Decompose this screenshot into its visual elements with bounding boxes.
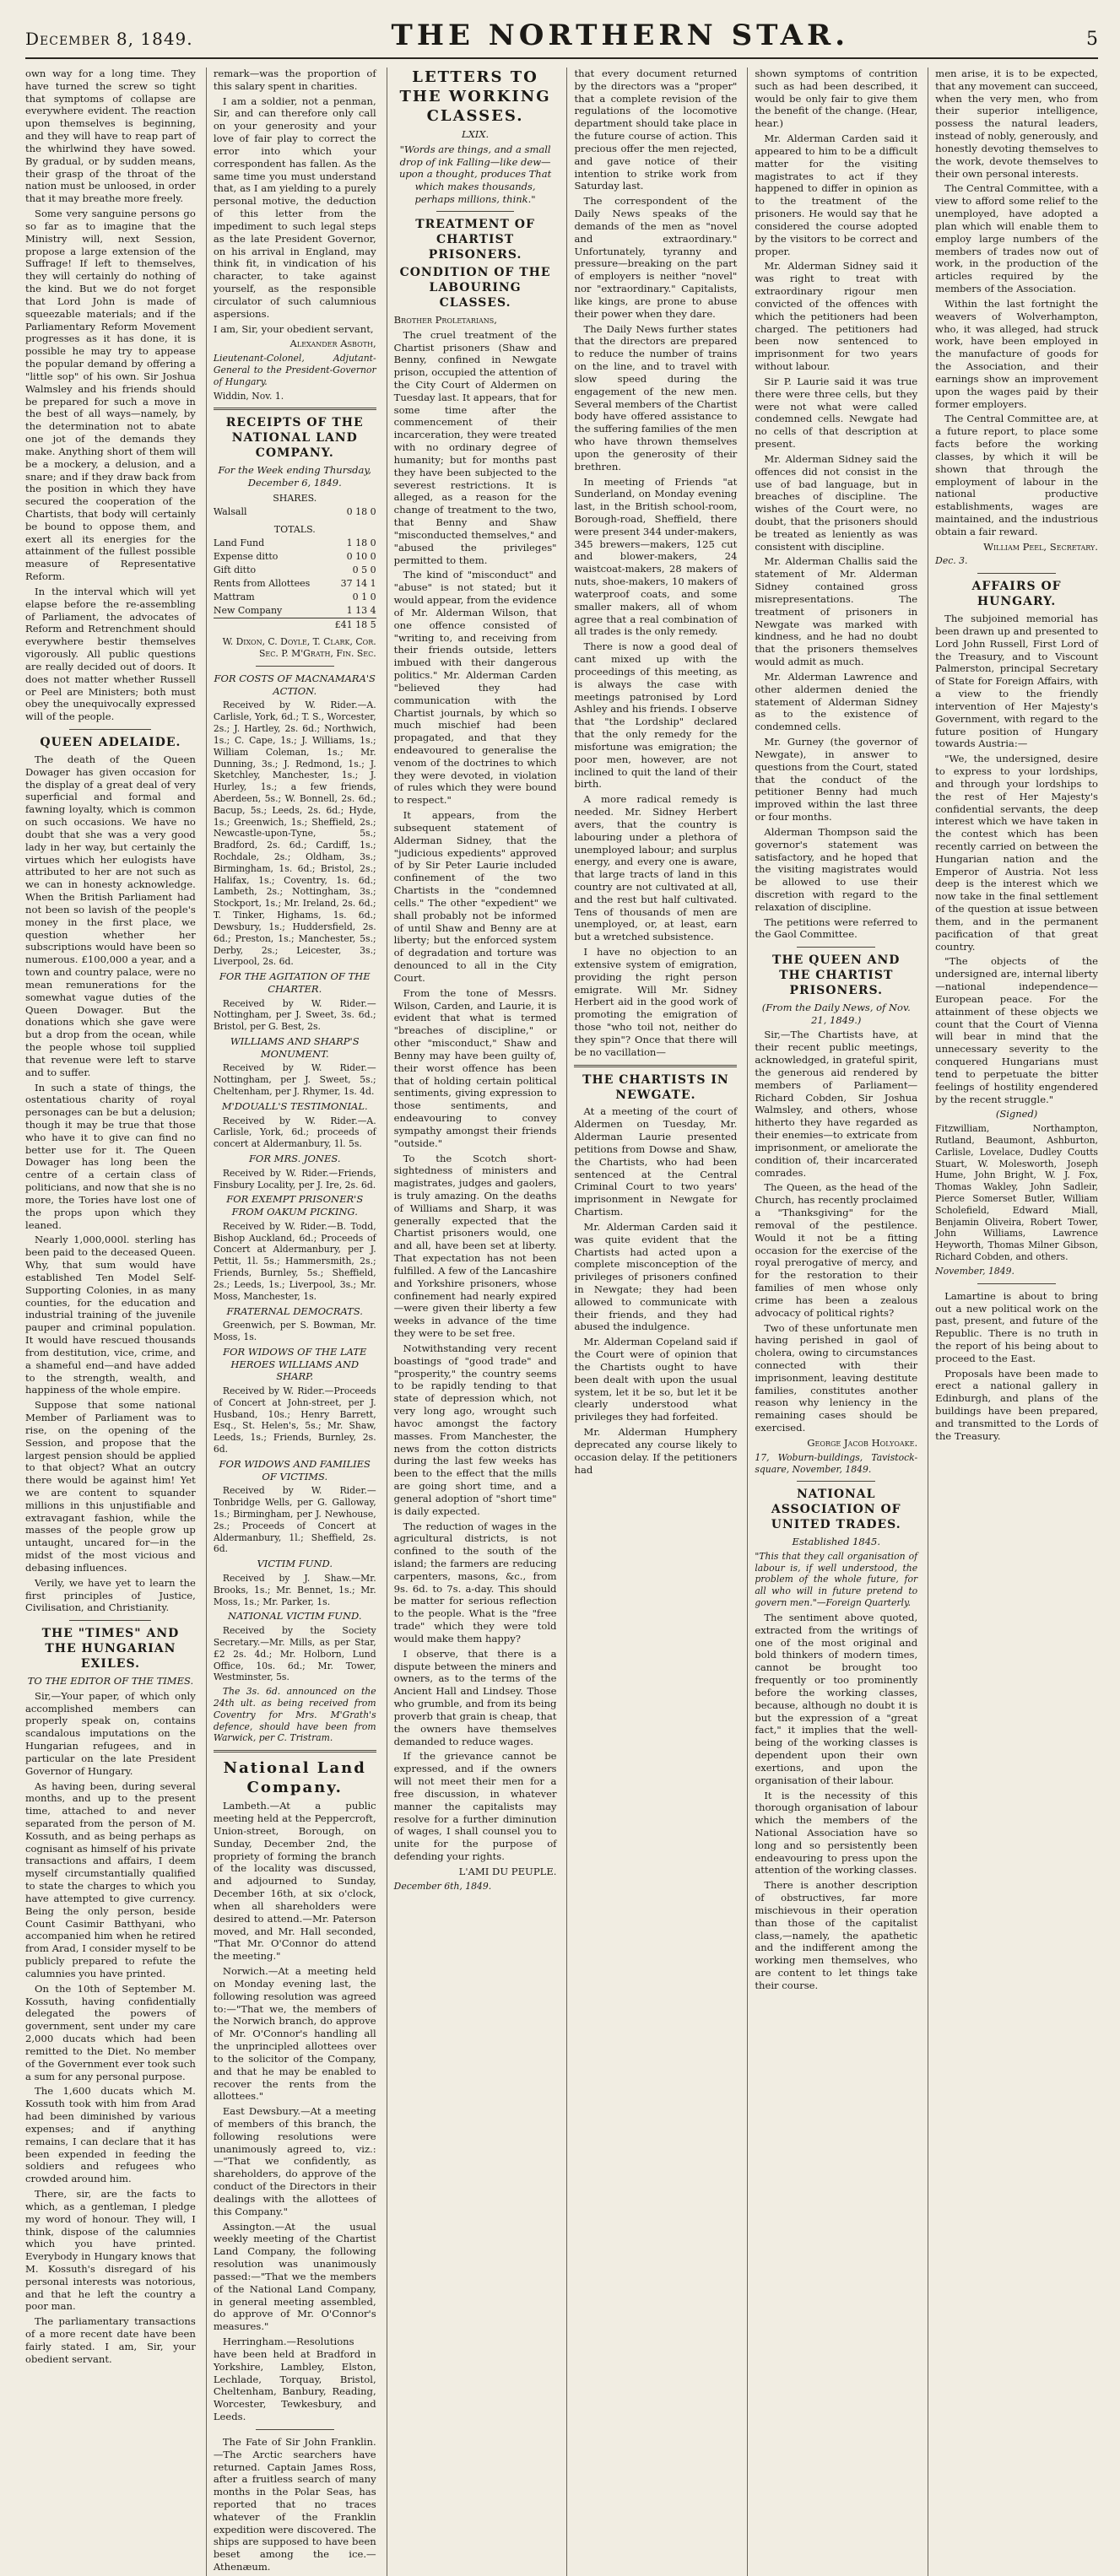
table-cell: 0 18 0 [346,505,376,517]
paragraph: I am a soldier, not a penman, Sir, and can therefore only call on your generosity and your love of fair play to correct the error into which your correspondent has fallen. As the same time you must understand that, as I am yielding to a purely personal motive, the deduction of this letter from the impediment to such legal steps as the late President Governor, on his arrival in England, may think fit, in vindication of his character, to take against yourself, as the responsible circulator of such calumnious aspersions. [213,95,376,320]
paragraph: On the 10th of September M. Kossuth, having confidentially delegated the powers of government, sent under my care 2,000 ducats which had been remitted to the Diet. No member of the Government ever took such a sum for any personal purpose. [25,1982,196,2082]
paragraph: From the tone of Messrs. Wilson, Carden, and Laurie, it is evident that what is termed "breaches of discipline," or other "misconduct," Shaw and Benny may have been guilty of, their worst offence has been that of holding certain political sentiments, giving expression to those sentiments, and endeavouring to convey sympathy amongst their friends "outside." [393,986,557,1149]
column-2 [206,68,376,2576]
paragraph: In meeting of Friends "at Sunderland, on Monday evening last, in the British school-room, Borough-road, Sheffield, there were present 344 under-makers, 345 brewers—makers, 125 cut and blower-makers, 24 waistcoat-makers, 28 makers of nuts, shoe-makers, 10 makers of waterproof coats, and some smaller makers, all of whom agree that a real combination of all trades is the only remedy. [574,475,738,638]
place-date: Widdin, Nov. 1. [213,390,284,402]
paragraph: Received by J. Shaw.—Mr. Brooks, 1s.; Mr. Bennet, 1s.; Mr. Moss, 1s.; Mr. Parker, 1s. [213,1572,376,1607]
signature: William Peel, Secretary. [983,540,1098,553]
paragraph: Within the last fortnight the weavers of Wolverhampton, who, it was alleged, had struck work, have been employed in the manufacture of goods for the Association, and their earnings show an improvement upon the wages paid by their former employers. [935,297,1098,410]
paragraph: Received by the Society Secretary.—Mr. Mills, as per Star, £2 2s. 4d.; Mr. Holborn, Lund Office, 10s. 6d.; Mr. Tower, Westminster, 5s. [213,1625,376,1683]
table-row [214,604,376,618]
paragraph: East Dewsbury.—At a meeting of members of this branch, the following resolutions were unanimously agreed to, viz.:—"That we confidently, as shareholders, do approve of the conduct of the Directors in their dealings with the allottees of this Company." [213,2105,376,2217]
paragraph: that every document returned by the directors was a "proper" that a complete revision of the regulations of the locomotive department should take place in the future course of action. This precious offer the men rejected, and gave notice of their intention to strike work from Saturday last. [574,68,738,192]
paragraph: Assington.—At the usual weekly meeting of the Chartist Land Company, the following resolution was unanimously passed:—"That we the members of the National Land Company, in general meeting assembled, do approve of Mr. O'Connor's measures." [213,2220,376,2333]
issue-date: December 8, 1849. [25,29,193,49]
article-columns [25,68,1098,2576]
paragraph: Received by W. Rider.—Tonbridge Wells, per G. Galloway, 1s.; Birmingham, per J. Newhouse, 2s.; Proceeds of Concert at Aldermanbury, 1l.; Sheffield, 2s. 6d. [213,1485,376,1555]
paragraph: Proposals have been made to erect a national gallery in Edinburgh, and plans of the buildings have been prepared, and transmitted to the Lords of the Treasury. [935,1367,1098,1442]
table-cell: 0 1 0 [352,591,376,603]
paragraph: shown symptoms of contrition such as had been described, it would be only fair to give them the benefit of the change. (Hear, hear.) [755,68,918,130]
subhead: FOR WIDOWS OF THE LATE HEROES WILLIAMS AND SHARP. [223,1345,367,1383]
paragraph: Received by W. Rider.—B. Todd, Bishop Auckland, 6d.; Proceeds of Concert at Aldermanbury, per J. Pettit, 1l. 5s.; Hammersmith, 2s.; Friends, Burnley, 5s.; Sheffield, 2s.; Leeds, 1s.; Liverpool, 3s.; Mr. Moss, Manchester, 1s. [213,1220,376,1302]
paragraph: Received by W. Rider.—Proceeds of Concert at John-street, per J. Husband, 10s.; Henry Barrett, Esq., St. Helen's, 5s.; Mr. Shaw, Leeds, 1s.; Friends, Burnley, 2s. 6d. [213,1385,376,1455]
headline-letters: LETTERS TO THE WORKING CLASSES. [399,68,551,126]
paragraph: Notwithstanding very recent boastings of "good trade" and "prosperity," the country seems to be rapidly tending to that state of depression which, not very long ago, wrought such havoc amongst the factory masses. From Manchester, the news from the cotton districts during the last few weeks has been to the effect that the mills are going short time, and a general adoption of "short time" is daily expected. [393,1342,557,1517]
masthead [25,19,1098,59]
paragraph: Sir,—Your paper, of which only accomplished members can properly speak on, contains scandalous imputations on the Hungarian refugees, and in particular on the late President Governor of Hungary. [25,1689,196,1777]
table-cell: Rents from Allottees [213,578,311,590]
table-cell: 1 18 0 [346,537,376,548]
subhead: VICTIM FUND. [257,1558,333,1570]
table-row [214,591,376,604]
paragraph: Mr. Alderman Humphery deprecated any course likely to occasion delay. If the petitioners had [574,1426,738,1476]
paragraph: The parliamentary transactions of a more recent date have been fairly stated. I am, Sir, your obedient servant. [25,2315,196,2365]
paragraph: men arise, it is to be expected, that any movement can succeed, when the very men, who from their superior intelligence, possess the natural leaders, instead of nobly, generously, and honestly devoting themselves to the work, devote themselves to their own personal interests. [935,68,1098,180]
paragraph: Verily, we have yet to learn the first principles of Justice, Civilisation, and Christianity. [25,1576,196,1614]
paragraph: Mr. Alderman Carden said it appeared to him to be a difficult matter for the visiting magistrates to act if they happened to differ in opinion as to the treatment of the prisoners. He would say that he considered the course adopted by the visitors to be correct and proper. [755,132,918,257]
column-5 [747,68,917,2576]
paragraph: It is the necessity of this thorough organisation of labour which the members of the National Association have so long and so persistently been endeavouring to press upon the attention of the working classes. [755,1789,918,1877]
totals-heading: TOTALS. [273,523,316,535]
paragraph: There, sir, are the facts to which, as a gentleman, I pledge my word of honour. They will, I think, dispose of the calumnies which you have printed. Everybody in Hungary knows that M. Kossuth's disregard of his personal interests was notorious, and that he left the country a poor man. [25,2188,196,2313]
divider [69,729,151,730]
paragraph: Received by W. Rider.—Nottingham, per J. Sweet, 5s.; Cheltenham, per J. Rhymer, 1s. 4d. [213,1062,376,1098]
paragraph: Nearly 1,000,000l. sterling has been paid to the deceased Queen. Why, that sum would have established Ten Model Self-Supporting Colonies, in as many counties, for the education and industrial training of the juvenile pauper and criminal population. It would have rescued thousands from destitution, vice, crime, and a shameful end—and have added to the strength, wealth, and happiness of the whole empire. [25,1234,196,1396]
officers: W. Dixon, C. Doyle, T. Clark, Cor. Sec. P. M'Grath, Fin. Sec. [222,636,376,660]
paragraph: Suppose that some national Member of Parliament was to rise, on the opening of the Session, and propose that the largest pension should be applied to that object? What an outcry there would be against him! Yet we are content to squander millions in this unjustifiable and extravagant fashion, while the masses of the people grow up untaught, uncared for—in the midst of the most vicious and debasing influences. [25,1399,196,1574]
paragraph: Mr. Alderman Carden said it was quite evident that the Chartists had acted upon a complete misconception of the privileges of prisoners confined in Newgate; they had been allowed to communicate with their friends, and they had abused the indulgence. [574,1220,738,1333]
totals-sum: £41 18 5 [327,618,376,633]
paragraph: The cruel treatment of the Chartist prisoners (Shaw and Benny, confined in Newgate prison, occupied the attention of the City Court of Aldermen on Tuesday last. It appears, that for some time after the commencement of their incarceration, they were treated with no ordinary degree of humanity; but for months past they have been subjected to the severest restrictions. It is alleged, as a reason for the change of treatment to the two, that Benny and Shaw "misconducted themselves," and "abused the privileges" permitted to them. [393,328,557,566]
subhead: M'DOUALL'S TESTIMONIAL. [221,1099,368,1112]
totals-table [214,523,376,633]
paragraph: Received by W. Rider.—Friends, Finsbury Locality, per J. Ire, 2s. 6d. [213,1167,376,1191]
table-row [214,505,376,519]
paragraph: The Daily News further states that the directors are prepared to reduce the number of trains on the line, and to travel with slow speed during the engagement of the new men. Several members of the Chartist body have offered assistance to the suffering families of the men who have thrown themselves upon the generosity of their brethren. [574,322,738,473]
note: The 3s. 6d. announced on the 24th ult. as being received from Coventry for Mrs. M'Grath's defence, should have been from Warwick, per C. Tristram. [213,1686,376,1744]
newspaper-title: THE NORTHERN STAR. [391,19,850,52]
headline-condition: CONDITION OF THE LABOURING CLASSES. [399,266,551,310]
paragraph: Mr. Alderman Copeland said if the Court were of opinion that the Chartists ought to have been dealt with upon the usual system, let it be so, but let it be clearly understood what privileges they had forfeited. [574,1336,738,1423]
shares-heading: SHARES. [273,492,317,504]
paragraph: "The objects of the undersigned are, internal liberty—national independence—European peace. For the attainment of these objects we count that the Court of Vienna will bear in mind that the unnecessary severity to the conquered Hungarians must tend to perpetuate the bitter feelings of hostility engendered by the recent struggle." [935,955,1098,1105]
paragraph: Mr. Alderman Challis said the statement of Mr. Alderman Sidney contained gross misrepresentations. The treatment of prisoners in Newgate was marked with kindness, and he had no doubt that the prisoners themselves would admit as much. [755,555,918,668]
table-cell: 37 14 1 [340,578,376,590]
address: 17, Woburn-buildings, Tavistock-square, November, 1849. [755,1451,918,1475]
subhead: WILLIAMS AND SHARP'S MONUMENT. [230,1035,360,1060]
paragraph: The Queen, as the head of the Church, has recently proclaimed a "Thanksgiving" for the removal of the pestilence. Would it not be a fitting occasion for the exercise of the royal prerogative of mercy, and for the restoration to their families of men whose only crime has been a zealous advocacy of political rights? [755,1181,918,1319]
paragraph: The sentiment above quoted, extracted from the writings of one of the most original and bold thinkers of modern times, cannot be brought too frequently or too prominently before the working classes, because, although no doubt it is but the expression of a "great fact," it implies that the well-being of the working classes is dependent upon their own exertions, and upon the organisation of their labour. [755,1611,918,1786]
signature: Alexander Asboth, [289,338,376,350]
divider [436,211,515,212]
headline-national-association: NATIONAL ASSOCIATION OF UNITED TRADES. [771,1488,901,1532]
divider [69,1620,151,1621]
table-cell: Walsall [213,505,247,517]
column-4 [566,68,737,2576]
established-line: Established 1845. [792,1536,881,1548]
headline-affairs-hungary: AFFAIRS OF HUNGARY. [971,580,1062,609]
source-line: (From the Daily News, of Nov. 21, 1849.) [761,1002,911,1026]
paragraph: If the grievance cannot be expressed, and if the owners will not meet their men for a free discussion, in whatever manner the capitalists may resolve for a further diminution of wages, I shall counsel you to unite for the purpose of defending your rights. [393,1750,557,1863]
divider [574,1065,737,1067]
paragraph: The death of the Queen Dowager has given occasion for the display of a great deal of very superficial and formal and fawning loyalty, which is common on such occasions. We have no doubt that she was a very good lady in her way, but certainly the virtues which her eulogists have attributed to her are not such as we can in honesty acknowledge. When the British Parliament had not been so lavish of the people's money in the first place, we question whether her subscriptions would have been so numerous. £100,000 a year, and a town and country palace, were no mean remunerations for the somewhat vague duties of the Queen Dowager. But the donations which she gave were but a drop from the ocean, while the people whose toil supplied that revenue were left to starve and to suffer. [25,753,196,1078]
table-row [214,577,376,591]
paragraph: Some very sanguine persons go so far as to imagine that the Ministry will, next Session, propose a large extension of the Suffrage! If left to themselves, they will certainly do nothing of the kind. But we do not forget that Lord John is made of squeezable materials; and if the Parliamentary Reform Movement progresses as it has done, it is possible he may try to appease the popular demand by offering a "little sop" of his own. Sir Joshua Walmsley and his friends should be prepared for such a move in the best of all ways—namely, by the determination not to abate one jot of the demands they make. Anything short of them will be a mockery, a delusion, and a snare; and if they draw back from the position in which they have secured the cooperation of the Chartists, that body will certainly be bound to oppose them, and exert all its energies for the attainment of the fullest possible measure of Representative Reform. [25,208,196,583]
paragraph: There is another description of obstructives, far more mischievous in their operation than those of the capitalist class,—namely, the apathetic and the indifferent among the working men themselves, who are content to let things take their course. [755,1879,918,1991]
column-3 [387,68,557,2576]
paragraph: The petitions were referred to the Gaol Committee. [755,915,918,941]
motto: "This that they call organisation of labour is, if well understood, the problem of the whole future, for all who will in future pretend to govern men."—Foreign Quarterly. [755,1550,918,1609]
paragraph: In such a state of things, the ostentatious charity of royal personages can be but a delusion; though it may be true that those who have it to give can find no better use for it. The Queen Dowager has long been the centre of a certain class of politicians, and now that she is no more, the Tories have lost one of the props upon which they leaned. [25,1081,196,1231]
paragraph: Lambeth.—At a public meeting held at the Peppercroft, Union-street, Borough, on Sunday, December 2nd, the propriety of forming the branch of the locality was discussed, and adjourned to Sunday, December 16th, at six o'clock, when all shareholders were desired to attend.—Mr. Paterson moved, and Mr. Hall seconded, "That Mr. O'Connor do attend the meeting." [213,1800,376,1963]
shares-table [214,492,376,519]
paragraph: The 1,600 ducats which M. Kossuth took with him from Arad had been diminished by various expenses; and if anything remains, I can declare that it has been expended in feeding the soldiers and refugees who crowded around him. [25,2085,196,2185]
paragraph: The Central Committee, with a view to afford some relief to the unemployed, have adopted a plan which will enable them to employ large numbers of the members of trades now out of work, in the production of the articles required by the members of the Association. [935,182,1098,295]
table-row [214,564,376,577]
subhead: FOR MRS. JONES. [248,1153,341,1165]
receipts-subtitle: For the Week ending Thursday, December 6, 1849. [218,464,371,489]
column-6 [928,68,1098,2576]
paragraph: To the Scotch short-sightedness of ministers and magistrates, judges and gaolers, is truly amazing. On the deaths of Williams and Sharp, it was generally expected that the Chartist prisoners would, one and all, have been set at liberty. That expectation has not been fulfilled. A few of the Lancashire and Yorkshire prisoners, whose confinement had nearly expired—were given their liberty a few weeks in advance of the time they were to be set free. [393,1152,557,1340]
table-cell: 1 13 4 [346,605,376,617]
paragraph: It appears, from the subsequent statement of Alderman Sidney, that the "judicious expedients" approved of by Sir Peter Laurie included confinement of the two Chartists in the "condemned cells." The other "expedient" we shall probably not be informed of until Shaw and Benny are at liberty; but the enforced system of degradation and torture was denounced to all in the City Court. [393,809,557,984]
table-total-row [214,618,376,633]
paragraph: At a meeting of the court of Aldermen on Tuesday, Mr. Alderman Laurie presented petitions from Dowse and Shaw, the Chartists, who had been sentenced at the Central Criminal Court to two years' imprisonment in Newgate for Chartism. [574,1105,738,1218]
divider [797,1481,875,1482]
signoff-date: December 6th, 1849. [393,1880,492,1892]
paragraph: Greenwich, per S. Bowman, Mr. Moss, 1s. [213,1320,376,1343]
paragraph: Mr. Alderman Sidney said the offences did not consist in the use of bad language, but in breaches of discipline. The wishes of the Court were, no doubt, that the prisoners should be treated as leniently as was consistent with discipline. [755,452,918,553]
paragraph: "We, the undersigned, desire to express to your lordships, and through your lordships to the rest of Her Majesty's confidential servants, the deep interest which we have taken in the contest which has been recently carried on between the Hungarian nation and the Emperor of Austria. Not less deep is the interest which we now take in the final settlement of the question at issue between them, and in the permanent pacification of that great country. [935,753,1098,953]
signoff: L'AMI DU PEUPLE. [458,1865,557,1877]
column-1 [25,68,196,2576]
divider [977,573,1056,574]
headline-chartists-newgate: THE CHARTISTS IN NEWGATE. [582,1072,729,1102]
letter-address: TO THE EDITOR OF THE TIMES. [27,1675,194,1687]
divider [797,947,875,948]
divider [977,1283,1056,1284]
paragraph: Mr. Alderman Lawrence and other aldermen denied the statement of Alderman Sidney as to the existence of condemned cells. [755,670,918,733]
paragraph: Mr. Alderman Sidney said it was right to treat with extraordinary rigour men convicted of the offences with which the petitioners had been charged. The petitioners had been now sentenced to imprisonment for two years without labour. [755,260,918,373]
paragraph: Received by W. Rider.—A. Carlisle, York, 6d.; proceeds of concert at Aldermanbury, 1l. 5s. [213,1115,376,1150]
paragraph: I have no objection to an extensive system of emigration, providing the right person emigrate. Will Mr. Sidney Herbert aid in the good work of promoting the emigration of those "who toil not, neither do they spin"? Once that there will be no vacillation— [574,946,738,1058]
paragraph: The Central Committee are, at a future report, to place some facts before the working classes, by which it will be shown that through the employment of labour in the national productive establishments, wages are maintained, and the industrious obtain a fair reward. [935,413,1098,537]
headline-treatment: TREATMENT OF CHARTIST PRISONERS. [415,218,535,262]
table-cell: 0 10 0 [346,550,376,562]
table-cell: Land Fund [213,537,265,548]
epigraph: "Words are things, and a small drop of ink Falling—like dew—upon a thought, produces That which makes thousands, perhaps millions, think." [398,143,552,205]
divider [214,1750,376,1752]
divider [214,408,376,410]
headline-queen-adelaide: QUEEN ADELAIDE. [40,736,181,750]
table-row [214,550,376,564]
letter-number: LXIX. [461,128,490,141]
paragraph: Herringham.—Resolutions have been held at Bradford in Yorkshire, Lambley, Elston, Lechlade, Torquay, Bristol, Cheltenham, Banbury, Reading, Worcester, Tewkesbury, and Leeds. [213,2336,376,2423]
divider [256,666,334,667]
table-cell: 0 5 0 [352,564,376,576]
paragraph: As having been, during several months, and up to the present time, attached to and never separated from the person of M. Kossuth, and as being perhaps as cognisant as himself of his private transactions and affairs, I deem myself circumstantially qualified to state the charges to which you have attempted to give currency. Being the only person, beside Count Casimir Batthyani, who accompanied him when he retired from Arad, I consider myself to be publicly prepared to refute the calumnies you have printed. [25,1779,196,1979]
paragraph: I am, Sir, your obedient servant, [213,322,374,335]
divider [256,2429,334,2430]
paragraph: Received by W. Rider.—A. Carlisle, York, 6d.; T. S., Worcester, 2s.; J. Hartley, 2s. 6d.; Northwich, 1s.; C. Cape, 1s.; J. Williams, 1s.; William Coleman, 1s.; Mr. Dunning, 3s.; J. Redmond, 1s.; J. Sketchley, Manchester, 1s.; J. Hurley, 1s.; a few friends, Aberdeen, 5s.; W. Bonnell, 2s. 6d.; Bacup, 5s.; Leeds, 2s. 6d.; Hyde, 1s.; Greenwich, 1s.; Sheffield, 2s.; Newcastle-upon-Tyne, 5s.; Bradford, 2s. 6d.; Cardiff, 1s.; Rochdale, 2s.; Oldham, 3s.; Birmingham, 1s. 6d.; Bristol, 2s.; Halifax, 1s.; Coventry, 1s. 6d.; Lambeth, 2s.; Nottingham, 3s.; Stockport, 1s.; Mr. Ireland, 2s. 6d.; T. Tinker, Highams, 1s. 6d.; Dewsbury, 1s.; Huddersfield, 2s. 6d.; Preston, 1s.; Manchester, 5s.; Derby, 2s.; Leicester, 3s.; Liverpool, 2s. 6d. [213,699,376,968]
paragraph: The kind of "misconduct" and "abuse" is not stated; but it would appear, from the evidence of Mr. Alderman Wilson, that one offence consisted of "writing to, and receiving from their friends outside, letters imbued with their dangerous politics." Mr. Alderman Carden "believed they had communication with the Chartist journals, by which so much mischief had been propagated, and that they endeavoured to generalise the venom of the doctrines to which they were devoted, in violation of rules which they were bound to respect." [393,569,557,807]
subhead: FOR THE AGITATION OF THE CHARTER. [219,970,371,995]
signature: George Jacob Holyoake. [807,1436,918,1449]
paragraph: Lamartine is about to bring out a new political work on the past, present, and future of the Republic. There is no truth in the report of his being about to proceed to the East. [935,1289,1098,1364]
subhead: FOR EXEMPT PRISONER'S FROM OAKUM PICKING. [226,1193,364,1218]
signed-label: (Signed) [995,1108,1038,1121]
signature-date: Dec. 3. [935,555,968,567]
subhead: NATIONAL VICTIM FUND. [227,1610,362,1623]
headline-receipts: RECEIPTS OF THE NATIONAL LAND COMPANY. [225,416,364,461]
paragraph: own way for a long time. They have turned the screw so tight that symptoms of collapse are everywhere evident. The reaction upon themselves is beginning, and they will have to reap part of the whirlwind they have sowed. By gradual, or by sudden means, their grasp of the throat of the nation must be unloosed, in order that it may breathe more freely. [25,68,196,205]
table-row [214,537,376,550]
paragraph: Norwich.—At a meeting held on Monday evening last, the following resolution was agreed to:—"That we, the members of the Norwich branch, do approve of Mr. O'Connor's handling all the unprincipled allottees over to the solicitor of the Company, and that he may be enabled to recover the rents from the allottees." [213,1965,376,2103]
table-cell: New Company [213,605,283,617]
paragraph: Mr. Gurney (the governor of Newgate), in answer to questions from the Court, stated that the conduct of the petitioner Benny had much improved within the last three or four months. [755,736,918,824]
paragraph: There is now a good deal of cant mixed up with the proceedings of this meeting, as is always the case with meetings patronised by Lord Ashley and his friends. I observe that "the Lordship" declared that the only remedy for the misfortune was emigration; the poor men, however, are not inclined to quit the land of their birth. [574,640,738,791]
subhead: FOR COSTS OF MACNAMARA'S ACTION. [214,672,376,697]
headline-times-hungarian-exiles: THE "TIMES" AND THE HUNGARIAN EXILES. [41,1627,180,1671]
paragraph: I observe, that there is a dispute between the miners and owners, as to the terms of the Ancient Hall and Lindsey. Those who grumble, and from its being proverb that grain is cheap, that the owners have themselves demanded to reduce wages. [393,1647,557,1747]
page-number: 5 [1085,29,1098,50]
paragraph: In the interval which will yet elapse before the re-assembling of Parliament, the advocates of Reform and Retrenchment should everywhere bestir themselves vigorously. All public questions are really decided out of doors. It does not matter whether Russell or Peel are Ministers; both must obey the unequivocally expressed will of the people. [25,585,196,723]
subhead: FOR WIDOWS AND FAMILIES OF VICTIMS. [219,1457,371,1482]
table-cell: Gift ditto [213,564,257,576]
table-cell: Expense ditto [213,550,279,562]
paragraph: Sir P. Laurie said it was true there were three cells, but they were not what were called condemned cells. Newgate had no cells of that description at present. [755,375,918,451]
table-cell: Mattram [213,591,255,603]
paragraph: Sir,—The Chartists have, at their recent public meetings, acknowledged, in grateful spirit, the generous aid rendered by members of Parliament—Richard Cobden, Sir Joshua Walmsley, and others, whose hitherto they have regarded as their enemies—to extricate from imprisonment, or ameliorate the condition of, their incarcerated comrades. [755,1029,918,1179]
paragraph: The reduction of wages in the agricultural districts, is not confined to the south of the island; the farmers are reducing carpenters, masons, &c., from 9s. 6d. to 7s. a-day. This should be matter for serious reflection to the people. What is the "free trade" which they were told would make them happy? [393,1520,557,1644]
headline-queen-chartist-prisoners: THE QUEEN AND THE CHARTIST PRISONERS. [772,953,901,998]
paragraph: remark—was the proportion of this salary spent in charities. [213,68,376,92]
paragraph: Alderman Thompson said the governor's statement was satisfactory, and he hoped that the visiting magistrates would be allowed to use their discretion with regard to the relaxation of discipline. [755,825,918,913]
memorial-date: November, 1849. [935,1265,1014,1277]
paragraph: Two of these unfortunate men having perished in gaol of cholera, owing to circumstances connected with their imprisonment, leaving destitute families, constitutes another reason why leniency in the remaining cases should be exercised. [755,1321,918,1434]
subhead: FRATERNAL DEMOCRATS. [226,1304,363,1317]
salutation: Brother Proletarians, [393,313,497,326]
paragraph: The Fate of Sir John Franklin.—The Arctic searchers have returned. Captain James Ross, after a fruitless search of many months in the Polar Seas, has reported that no traces whatever of the Franklin expedition were discovered. The ships are supposed to have been beset among the ice.—Athenæum. [213,2435,376,2573]
paragraph: The subjoined memorial has been drawn up and presented to Lord John Russell, First Lord of the Treasury, and to Viscount Palmerston, principal Secretary of State for Foreign Affairs, with a view to the friendly intervention of Her Majesty's Government, with regard to the future position of Hungary towards Austria:— [935,613,1098,750]
paragraph: Received by W. Rider.—Nottingham, per J. Sweet, 3s. 6d.; Bristol, per G. Best, 2s. [213,997,376,1033]
signature-detail: Lieutenant-Colonel, Adjutant-General to the President-Governor of Hungary. [213,353,376,387]
signatories: Fitzwilliam, Northampton, Rutland, Beaumont, Ashburton, Carlisle, Lovelace, Dudley Coutts Stuart, W. Molesworth, Joseph Hume, John Bright, W. J. Fox, Thomas Wakley, John Sadleir, Pierce Somerset Butler, William Scholefield, Edward Miall, Benjamin Oliveira, Robert Tower, John Williams, Lawrence Heyworth, Thomas Milner Gibson, Richard Cobden, and others. [935,1123,1098,1263]
paragraph: A more radical remedy is needed. Mr. Sidney Herbert avers, that the country is labouring under a plethora of unemployed labour; and surplus energy, and every one is aware, that large tracts of land in this country are not cultivated at all, and the rest but half cultivated. Tens of thousands of men are unemployed, or, at least, earn but a wretched subsistence. [574,793,738,943]
paragraph: The correspondent of the Daily News speaks of the demands of the men as "novel and extraordinary." Unfortunately, tyranny and pressure—breaking on the part of employers is neither "novel" nor "extraordinary." Capitalists, like kings, are prone to abuse their power when they dare. [574,195,738,320]
headline-national-land-company: National Land Company. [223,1759,366,1797]
